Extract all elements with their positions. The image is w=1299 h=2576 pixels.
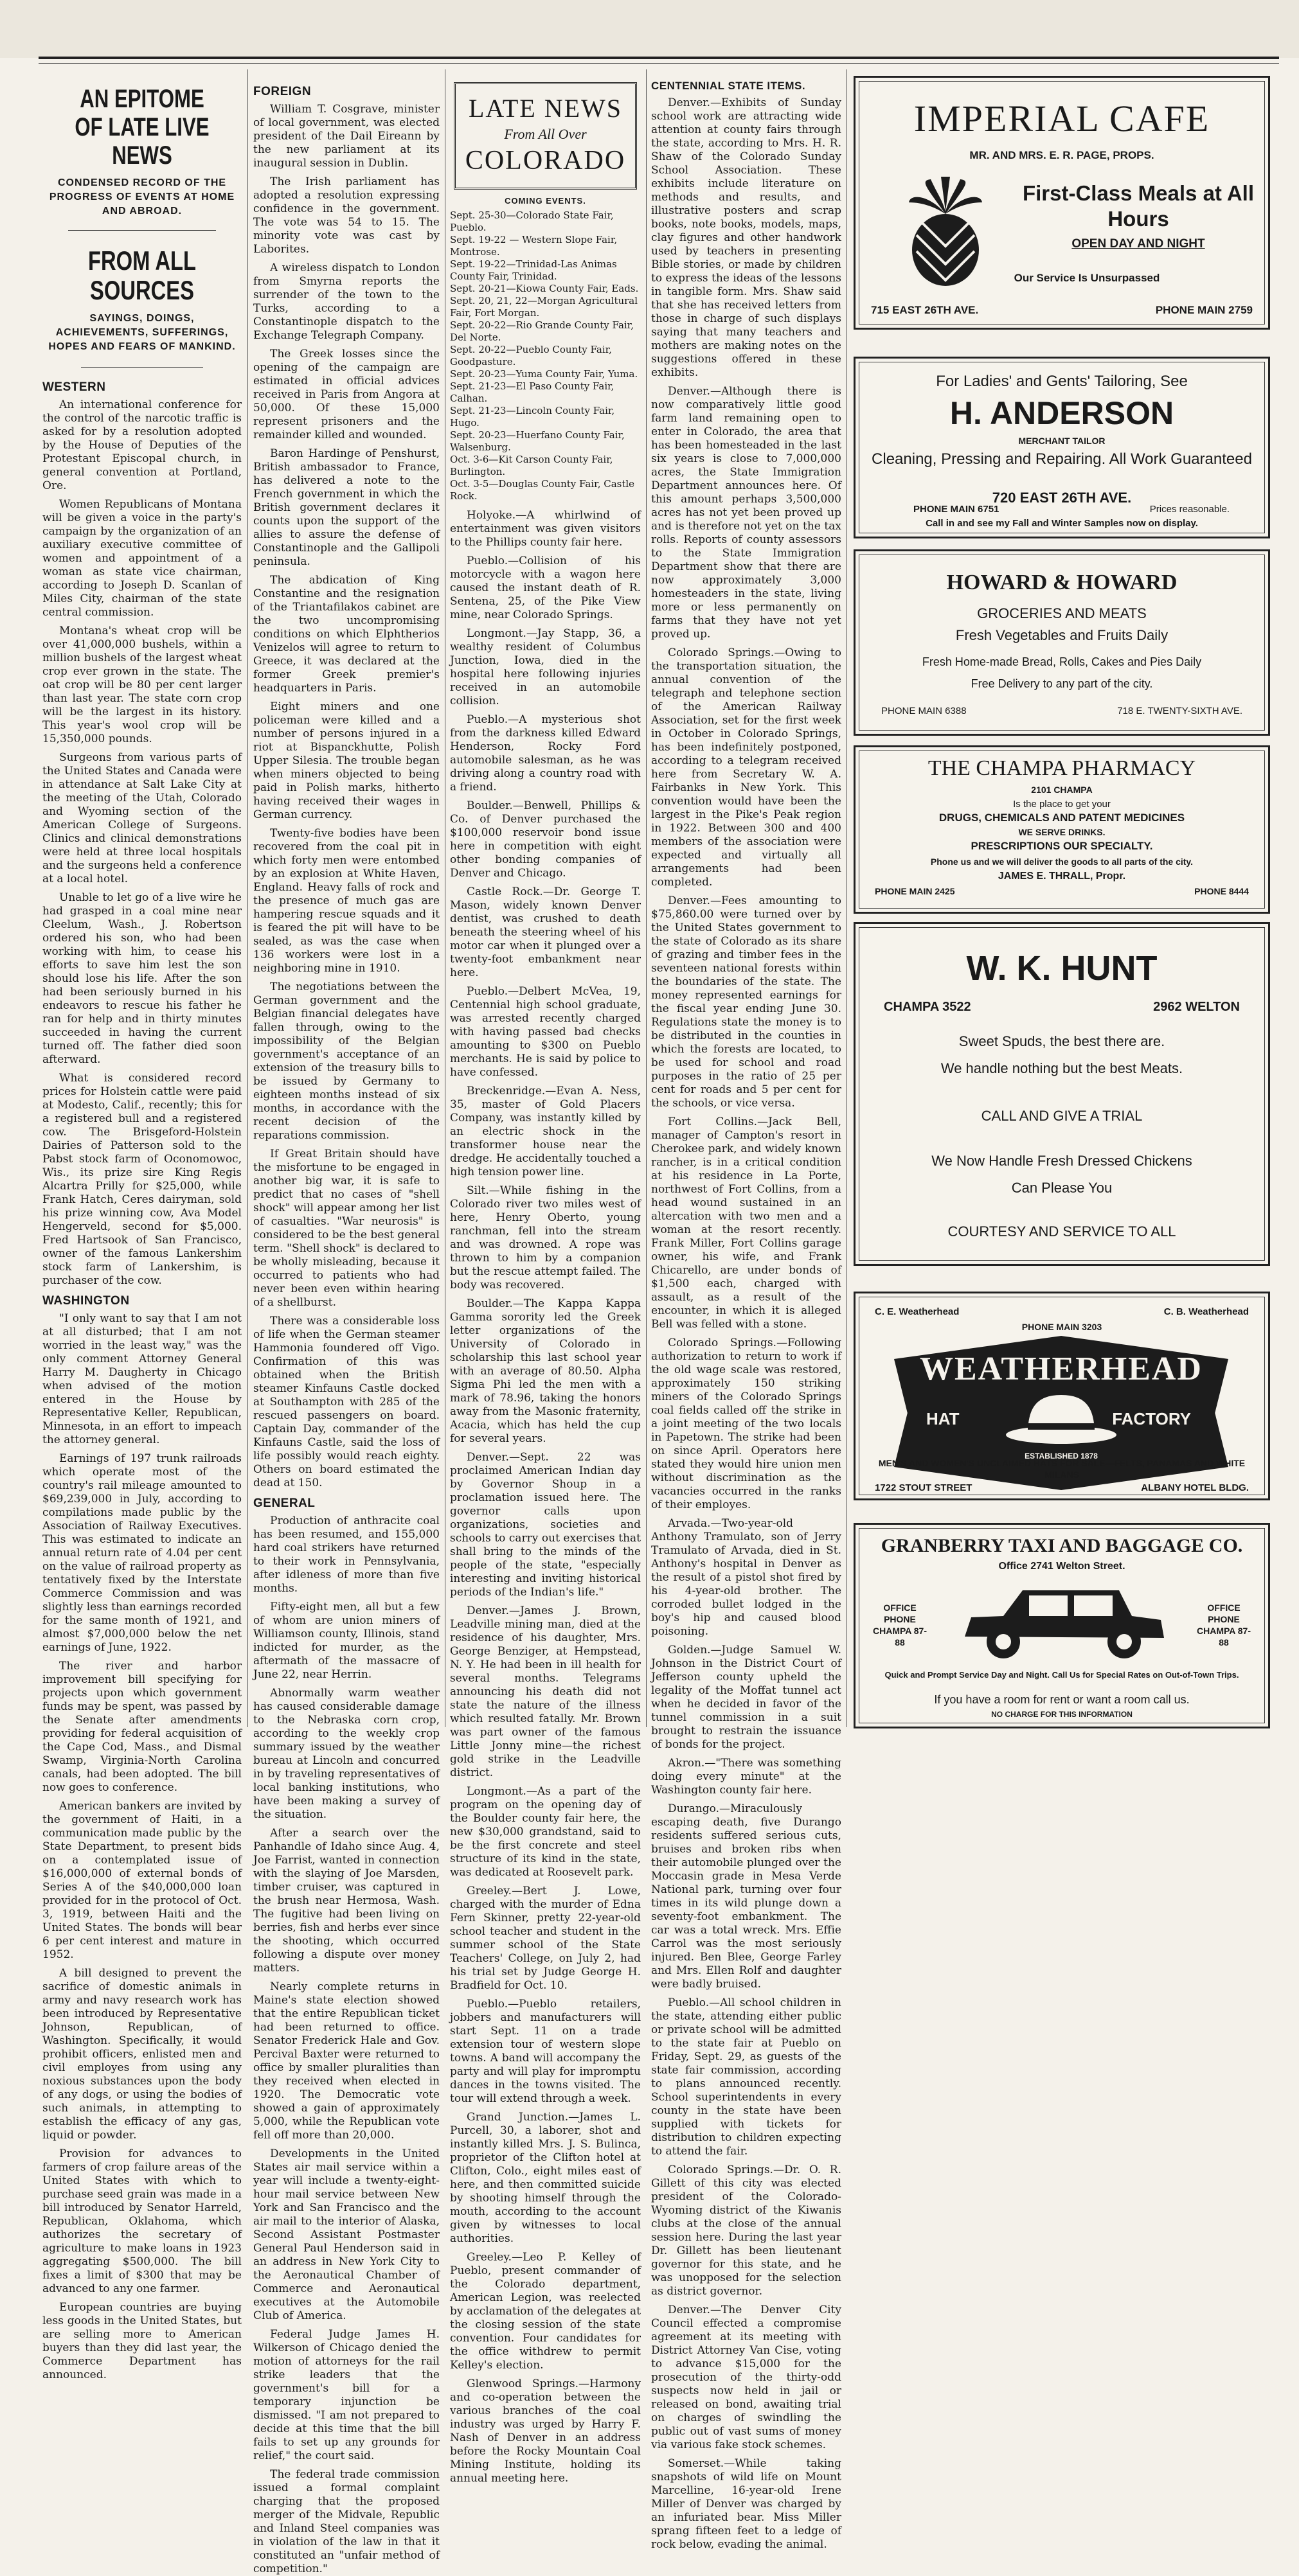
champa-line4: PRESCRIPTIONS OUR SPECIALTY. bbox=[971, 840, 1153, 852]
howard-line3: Fresh Home-made Bread, Rolls, Cakes and Pies Daily bbox=[922, 655, 1202, 668]
granberry-office: Office 2741 Welton Street. bbox=[998, 1561, 1125, 1572]
champa-line2: DRUGS, CHEMICALS AND PATENT MEDICINES bbox=[938, 812, 1185, 824]
granberry-rightphone: OFFICE PHONE CHAMPA 87-88 bbox=[1196, 1603, 1251, 1648]
weatherhead-address: 1722 STOUT STREET bbox=[875, 1482, 972, 1493]
hunt-line3: CALL AND GIVE A TRIAL bbox=[981, 1108, 1143, 1124]
article: Longmont.—Jay Stapp, 36, a wealthy resident of Columbus Junction, Iowa, died in the hospital here following injuries received in an automobile collision. bbox=[450, 627, 641, 707]
article: Arvada.—Two-year-old Anthony Tramulato, son of Jerry Tramulato of Arvada, died in St. Anthony's hospital in Denver as the result of a pistol shot fired by his 4-year-old brother. The corroded bullet lodged in the boy's hip and caused blood poisoning. bbox=[651, 1517, 841, 1638]
weatherhead-est: ESTABLISHED 1878 bbox=[1025, 1452, 1098, 1461]
late-news-colorado: COLORADO bbox=[465, 146, 626, 175]
article: After a search over the Panhandle of Idaho since Aug. 4, Joe Farrist, wanted in connection with the slaying of Joe Marsden, timber cruiser, was captured in the brush near Hermosa, Wash. The fugitive had been living on berries, fish and herbs ever since the shooting, which occurred following a dispute over money matters. bbox=[253, 1827, 440, 1975]
page-top-margin bbox=[0, 0, 1299, 58]
event-item: Oct. 3-6—Kit Carson County Fair, Burlington. bbox=[450, 454, 613, 477]
column-epitome bbox=[42, 72, 242, 2381]
centennial-title: CENTENNIAL STATE ITEMS. bbox=[651, 80, 806, 92]
article: Akron.—"There was something doing every minute" at the Washington county fair here. bbox=[651, 1757, 841, 1797]
hunt-line5: Can Please You bbox=[1011, 1180, 1113, 1196]
event-item: Sept. 20, 21, 22—Morgan Agricultural Fair, Fort Morgan. bbox=[450, 295, 638, 319]
howard-line4: Free Delivery to any part of the city. bbox=[971, 677, 1153, 690]
champa-address: 2101 CHAMPA bbox=[1031, 785, 1093, 795]
divider bbox=[68, 230, 216, 231]
imperial-open: OPEN DAY AND NIGHT bbox=[1071, 237, 1205, 251]
hunt-line1: Sweet Spuds, the best there are. bbox=[958, 1033, 1165, 1049]
headline-from-all-sources: FROM ALL SOURCES bbox=[87, 245, 197, 305]
article: Women Republicans of Montana will be given a voice in the party's campaign by the organization of an auxiliary executive committee of women and appointment of a woman as state vice chairman, according to Joseph D. Scanlan of Miles City, chairman of the state central commission. bbox=[42, 498, 242, 619]
divider bbox=[81, 367, 203, 368]
article: Denver.—Fees amounting to $75,860.00 were turned over by the United States government to the state of Colorado as its share of grazing and timber fees in the seventeen national forests within the boundaries of the state. The money represented earnings for the fiscal year ending June 30. Regulations state the money is to be distributed in the counties in which the forests are located, to be used for school and road purposes in the ratio of 25 per cent for roads and 5 per cent for the schools, or vice versa. bbox=[651, 894, 841, 1110]
ad-imperial-cafe bbox=[854, 76, 1270, 330]
howard-name: HOWARD & HOWARD bbox=[946, 571, 1178, 594]
article: Breckenridge.—Evan A. Ness, 35, master of Gold Placers Company, was instantly killed by an electric shock in the transformer house near the dredge. He accidentally touched a high tension power line. bbox=[450, 1085, 641, 1178]
article: The abdication of King Constantine and the resignation of the Triantafilakos cabinet are the two uncompromising conditions on which Elphtherios Venizelos will agree to return to Greece, it was declared at the former Greek premier's headquarters in Paris. bbox=[253, 574, 440, 695]
event-item: Sept. 19-22—Trinidad-Las Animas County Fair, Trinidad. bbox=[450, 258, 617, 282]
anderson-title: MERCHANT TAILOR bbox=[1018, 436, 1106, 446]
article: A bill designed to prevent the sacrifice of domestic animals in army and navy research work has been introduced by Representative Johnson, Republican, of Washington. Specifically, it would prohibit officers, enlisted men and civil employes from using any noxious substances upon the body of any dogs, or using the bodies of such animals, in attempting to establish the efficacy of any gas, liquid or powder. bbox=[42, 1967, 242, 2142]
champa-line3: WE SERVE DRINKS. bbox=[1018, 827, 1106, 837]
weatherhead-hat: HAT bbox=[926, 1409, 960, 1428]
granberry-line2: If you have a room for rent or want a room call us. bbox=[934, 1693, 1190, 1706]
article: The river and harbor improvement bill specifying for projects upon which government funds may be spent, was passed by the Senate after amendments providing for federal acquisition of the Cape Cod, Mass., and Dismal Swamp, Virginia-North Carolina canals, had been adopted. The bill now goes to conference. bbox=[42, 1660, 242, 1794]
weatherhead-right: C. B. Weatherhead bbox=[1163, 1306, 1249, 1317]
article: Boulder.—Benwell, Phillips & Co. of Denver purchased the $100,000 reservoir bond issue here in competition with eight other bonding companies of Denver and Chicago. bbox=[450, 799, 641, 880]
section-general: GENERAL bbox=[253, 1497, 316, 1510]
top-rule bbox=[39, 57, 1279, 59]
granberry-line1: Quick and Prompt Service Day and Night. Call Us for Special Rates on Out-of-Town Trips. bbox=[884, 1670, 1239, 1680]
article: The federal trade commission issued a formal complaint charging that the proposed merger of the Midvale, Republic and Inland Steel companies was in violation of the law in that it constituted an "unfair method of competition." bbox=[253, 2468, 440, 2575]
article: Earnings of 197 trunk railroads which operate most of the country's rail mileage amounted to $69,239,000 in July, according to compilations made public by the Association of Railway Executives. This was estimated to indicate an annual return rate of 4.04 per cent on the value of railroad property as tentatively fixed by the Interstate Commerce Commission and was slightly less than earnings recorded for the same month of 1921, and almost $7,000,000 below the net earnings of June, 1922. bbox=[42, 1452, 242, 1654]
hunt-right: 2962 WELTON bbox=[1153, 1000, 1240, 1014]
howard-phone: PHONE MAIN 6388 bbox=[881, 706, 967, 716]
ad-wk-hunt bbox=[854, 922, 1270, 1266]
hunt-name: W. K. HUNT bbox=[966, 949, 1158, 988]
event-item: Sept. 25-30—Colorado State Fair, Pueblo. bbox=[450, 209, 614, 233]
article: Pueblo.—All school children in the state, attending either public or private school will be admitted to the state fair at Pueblo on Friday, Sept. 29, as guests of the state fair commission, according to plans announced recently. School superintendents in every county in the state have been supplied with tickets for distribution to children expecting to attend the fair. bbox=[651, 1996, 841, 2158]
article: Boulder.—The Kappa Kappa Gamma sorority led the Greek letter organizations of the University of Colorado in scholarship this last school year with an average of 80.50. Alpha Sigma Phi led the men with a mark of 78.96, taking the honors away from the Masonic fraternity, Acacia, which has held the cup for several years. bbox=[450, 1297, 641, 1445]
article: Denver.—The Denver City Council effected a compromise agreement at its meeting with District Attorney Van Cise, voting to advance $15,000 for the prosecution of the thirty-odd suspects now held in jail or released on bond, awaiting trial on charges of swindling the public out of vast sums of money via various fake stock schemes. bbox=[651, 2304, 841, 2451]
article: "I only want to say that I am not at all disturbed; that I am not worried in the least way," was the only comment Attorney General Harry M. Daugherty in Chicago when advised of the motion entered in the House by Representative Keller, Republican, Minnesota, in an effort to impeach the attorney general. bbox=[42, 1312, 242, 1446]
article: Denver.—Although there is now comparatively little good farm land remaining open to enter in Colorado, the area that has been homesteaded in the last six years is close to 7,000,000 acres, the State Immigration Department announces here. Of this amount perhaps 3,500,000 acres has not yet been proved up and is therefore not yet on the tax rolls. Reports of county assessors to the State Immigration Department show that there are now approximately 3,000 homesteaders in the state, living more or less permanently on farms that they have not yet proved up. bbox=[651, 385, 841, 641]
article: Longmont.—As a part of the program on the opening day of the Boulder county fair here, the new $30,000 grandstand, said to be the first concrete and steel structure of its kind in the state, was dedicated at Roosevelt park. bbox=[450, 1785, 641, 1879]
event-item: Sept. 21-23—Lincoln County Fair, Hugo. bbox=[450, 405, 615, 429]
event-item: Sept. 20-23—Yuma County Fair, Yuma. bbox=[450, 368, 638, 380]
ad-h-anderson bbox=[854, 357, 1270, 538]
taxi-car-icon bbox=[952, 1579, 1170, 1662]
article: Greeley.—Leo P. Kelley of Pueblo, present commander of the Colorado department, American Legion, was reelected by acclamation of the delegates at the closing session of the state convention. Four candidates for the office withdrew to permit Kelley's election. bbox=[450, 2251, 641, 2372]
imperial-phone: PHONE MAIN 2759 bbox=[1155, 304, 1253, 316]
late-news-from: From All Over bbox=[504, 126, 587, 142]
article: Durango.—Miraculously escaping death, five Durango residents suffered serious cuts, bruises and broken ribs when their automobile plunged over the Moccasin grade in Mesa Verde National park, turning over four times in its wild plunge down a seventy-foot embankment. The car was a total wreck. Mrs. Effie Carrol was the most seriously injured. Ben Blee, George Farley and Mrs. Ellen Rolf and daughter were badly bruised. bbox=[651, 1802, 841, 1991]
imperial-meals: First-Class Meals at All Hours bbox=[1022, 181, 1255, 231]
article: Fort Collins.—Jack Bell, manager of Campton's resort in Cherokee park, and widely known rancher, is in a critical condition at his residence in La Porte, northwest of Fort Collins, from a head wound sustained in an altercation with two men and a woman at the resort recently. Frank Miller, Fort Collins garage owner, his wife, and Frank Chicarello, are under bonds of $1,500 each, charged with assault, as a result of the encounter, in which it is alleged Bell was felled with a stone. bbox=[651, 1115, 841, 1331]
column-separator bbox=[247, 69, 248, 1727]
article: Pueblo.—Collision of his motorcycle with a wagon here caused the instant death of R. Sentena, 25, of the Pike View mine, near Colorado Springs. bbox=[450, 555, 641, 621]
weatherhead-line1: MEN'S AND WOMEN'S UNCLAIMED HATS FOR SALE—FELTS, PANAMAS AND WHITE MILANS bbox=[878, 1458, 1246, 1480]
article: Colorado Springs.—Following authorization to return to work if the old wage scale was restored, approximately 150 striking miners of the Colorado Springs coal fields called off the strike in a joint meeting of the two locals in Papetown. The strike had been on since April. Operators here stated they would hire union men without discrimination as the vacancies occurred in the ranks of their employes. bbox=[651, 1337, 841, 1511]
article: Pueblo.—Delbert McVea, 19, Centennial high school graduate, was arrested recently charged with having passed bad checks amounting to $300 on Pueblo merchants. He is said by police to have confessed. bbox=[450, 985, 641, 1079]
article: The Greek losses since the opening of the campaign are estimated in official advices received in Paris from Angora at 50,000. Of these 15,000 represent prisoners and the remainder killed and wounded. bbox=[253, 348, 440, 441]
top-rule-thin bbox=[39, 63, 1279, 64]
ad-weatherhead bbox=[854, 1292, 1270, 1500]
late-news-box bbox=[454, 82, 637, 190]
ad-howard-howard bbox=[854, 549, 1270, 736]
article: The Irish parliament has adopted a resolution expressing confidence in the government. The vote was 54 to 15. The minority vote was cast by Laborites. bbox=[253, 175, 440, 256]
section-washington: WASHINGTON bbox=[42, 1294, 130, 1308]
imperial-address: 715 EAST 26TH AVE. bbox=[871, 304, 979, 316]
champa-name: THE CHAMPA PHARMACY bbox=[927, 756, 1196, 780]
imperial-service: Our Service Is Unsurpassed bbox=[1014, 272, 1160, 284]
hunt-line6: COURTESY AND SERVICE TO ALL bbox=[947, 1223, 1176, 1239]
event-item: Sept. 20-22—Rio Grande County Fair, Del Norte. bbox=[450, 319, 634, 343]
article: Federal Judge James H. Wilkerson of Chicago denied the motion of attorneys for the rail strike leaders that the government's bill for a temporary injunction be dismissed. "I am not prepared to decide at this time that the bill fails to set up any grounds for relief," the court said. bbox=[253, 2328, 440, 2462]
weatherhead-left: C. E. Weatherhead bbox=[875, 1306, 960, 1317]
column-late-news-colorado bbox=[450, 72, 641, 2485]
weatherhead-banner: WEATHERHEAD bbox=[920, 1351, 1203, 1387]
article: Glenwood Springs.—Harmony and co-operation between the various branches of the coal industry was urged by Harry F. Nash of Denver in an address before the Rocky Mountain Coal Mining Institute, holding its annual meeting here. bbox=[450, 2377, 641, 2485]
article: Grand Junction.—James L. Purcell, 30, a laborer, shot and instantly killed Mrs. J. S. Bulinca, proprietor of the Clifton hotel at Clifton, Colo., eight miles east of here, and then committed suicide by shooting himself through the mouth, according to the account given by witnesses to local authorities. bbox=[450, 2111, 641, 2245]
event-item: Sept. 20-22—Pueblo County Fair, Goodpasture. bbox=[450, 344, 612, 368]
champa-prop: JAMES E. THRALL, Propr. bbox=[998, 871, 1126, 882]
champa-line5: Phone us and we will deliver the goods to all parts of the city. bbox=[930, 857, 1194, 867]
weatherhead-factory: FACTORY bbox=[1112, 1409, 1191, 1428]
section-foreign: FOREIGN bbox=[253, 85, 312, 98]
article: William T. Cosgrave, minister of local government, was elected president of the Dail Eireann by the new parliament at its inaugural session in Dublin. bbox=[253, 103, 440, 170]
article: European countries are buying less goods in the United States, but are selling more to American buyers than they did last year, the Commerce Department has announced. bbox=[42, 2301, 242, 2381]
anderson-name: H. ANDERSON bbox=[949, 395, 1174, 431]
article: Baron Hardinge of Penshurst, British ambassador to France, has delivered a note to the French government in which the British government declares it counts upon the support of the allies to assure the defense of Constantinople and the Gallipoli peninsula. bbox=[253, 447, 440, 568]
event-item: Sept. 19-22 — Western Slope Fair, Montrose. bbox=[450, 234, 618, 258]
anderson-phone: PHONE MAIN 6751 bbox=[913, 504, 999, 515]
column-centennial bbox=[651, 72, 841, 2551]
article: What is considered record prices for Holstein cattle were paid at Modesto, Calif., recently; this for a registered bull and a registered cow. The Brisgeford-Holstein Dairies of Patterson sold to the Pabst stock farm of Oconomowoc, Wis., its prize sire King Regis Alcartra Prilly for $25,000, while Frank Hatch, Ceres dairyman, sold his prize winning cow, Ava Model Hengerveld, second for $5,000. Fred Hartsook of San Francisco, owner of the famous Lankershim stock farm of Lankershim, is purchaser of the cow. bbox=[42, 1072, 242, 1287]
column-separator bbox=[846, 69, 847, 1727]
article: Denver.—James J. Brown, Leadville mining man, died at the residence of his daughter, Mrs. George Benziger, at Hempstead, N. Y. He had been in ill health for several months. Telegrams announcing his death did not state the nature of the illness which resulted fatally. Mr. Brown was part owner of the famous Little Jonny mine—the richest gold strike in the Leadville district. bbox=[450, 1604, 641, 1779]
howard-line1: GROCERIES AND MEATS bbox=[977, 605, 1147, 621]
anderson-prices: Prices reasonable. bbox=[1149, 504, 1230, 515]
ad-champa-pharmacy bbox=[854, 745, 1270, 914]
granberry-line3: NO CHARGE FOR THIS INFORMATION bbox=[991, 1710, 1133, 1719]
imperial-name: IMPERIAL CAFE bbox=[913, 98, 1210, 139]
article: Colorado Springs.—Owing to the transportation situation, the annual convention of the telegraph and telephone section of the American Railway Association, set for the first week in October in Colorado Springs, has been indefinitely postponed, according to a telegram received here from Secretary W. A. Fairbanks in New York. This convention would have been the largest in the Pike's Peak region in 1922. Between 300 and 400 members of the association were expected and virtually all arrangements had been completed. bbox=[651, 646, 841, 889]
article: Pueblo.—Pueblo retailers, jobbers and manufacturers will start Sept. 11 on a trade extension tour of western slope towns. A band will accompany the party and will play for impromptu dances in the towns visited. The tour will extend through a week. bbox=[450, 1998, 641, 2105]
article: Provision for advances to farmers of crop failure areas of the United States with which to purchase seed grain was made in a bill introduced by Senator Harreld, Republican, Oklahoma, which authorizes the secretary of agriculture to make loans in 1923 aggregating $500,000. The bill fixes a limit of $300 that may be advanced to any one farmer. bbox=[42, 2147, 242, 2295]
article: American bankers are invited by the government of Haiti, in a communication made public by the State Department, to present bids on a contemplated issue of $16,000,000 of external bonds of Series A of the $40,000,000 loan provided for in the protocol of Oct. 3, 1919, between Haiti and the United States. The bonds will bear 6 per cent interest and mature in 1952. bbox=[42, 1800, 242, 1961]
subhead-condensed: CONDENSED RECORD OF THE PROGRESS OF EVENTS AT HOME AND ABROAD. bbox=[49, 177, 235, 217]
event-item: Sept. 20-23—Huerfano County Fair, Walsenburg. bbox=[450, 429, 625, 453]
howard-line2: Fresh Vegetables and Fruits Daily bbox=[955, 627, 1169, 643]
article: Eight miners and one policeman were killed and a number of persons injured in a riot at Bispanckhutte, Polish Upper Silesia. The trouble began when miners objected to being paid in Polish marks, hitherto having received their wages in German currency. bbox=[253, 700, 440, 821]
late-news-title: LATE NEWS bbox=[468, 94, 623, 123]
article: A wireless dispatch to London from Smyrna reports the surrender of the town to the Turks, according to a Constantinople dispatch to the Exchange Telegraph Company. bbox=[253, 262, 440, 342]
article: Castle Rock.—Dr. George T. Mason, widely known Denver dentist, was crushed to death beneath the steering wheel of his motor car when it plunged over a twenty-foot embankment near here. bbox=[450, 885, 641, 979]
article: Greeley.—Bert J. Lowe, charged with the murder of Edna Fern Skinner, pretty 22-year-old school teacher and student in the summer school of the State Teachers' College, on July 2, had his trial set by Judge George H. Bradfield for Oct. 10. bbox=[450, 1885, 641, 1992]
hat-icon bbox=[1003, 1390, 1119, 1448]
column-foreign-general bbox=[253, 72, 440, 2575]
article: If Great Britain should have the misfortune to be engaged in another big war, it is safe to predict that no cases of "shell shock" will appear among her list of casualties. "War neurosis" is considered to be the best general term. "Shell shock" is declared to be wholly misleading, because it occurred to patients who had never been even within hearing of a shellburst. bbox=[253, 1148, 440, 1309]
article: Denver.—Sept. 22 was proclaimed American Indian day by Governor Shoup in a proclamation issued here. The governor calls upon organizations, societies and schools to carry out exercises that shall bring to the minds of the people of the state, "especially interesting and inviting historical periods of the Indian's life." bbox=[450, 1451, 641, 1599]
coming-events-title: COMING EVENTS. bbox=[505, 196, 586, 206]
event-item: Sept. 21-23—El Paso County Fair, Calhan. bbox=[450, 380, 614, 404]
article: Production of anthracite coal has been resumed, and 155,000 hard coal strikers have returned to their work in Pennsylvania, after idleness of more than five months. bbox=[253, 1515, 440, 1595]
article: Twenty-five bodies have been recovered from the coal pit in which forty men were entombed by an explosion at White Haven, England. Heavy falls of rock and the presence of much gas are hampering rescue squads and it is feared the pit will have to be sealed, as was the case when 136 workers were lost in a neighboring mine in 1910. bbox=[253, 827, 440, 975]
article: Montana's wheat crop will be over 41,000,000 bushels, within a million bushels of the largest wheat crop ever grown in the state. The oat crop will be 80 per cent larger than last year. The state corn crop will be the largest in its history. This year's wool crop will be 15,350,000 pounds. bbox=[42, 625, 242, 745]
pineapple-icon bbox=[891, 174, 1000, 287]
champa-line1: Is the place to get your bbox=[1013, 799, 1111, 810]
article: Surgeons from various parts of the United States and Canada were in attendance at Salt Lake City at the meeting of the Utah, Colorado and Wyoming section of the American College of Surgeons. Clinics and clinical demonstrations were held at three local hospitals and the surgeons held a conference at a local hotel. bbox=[42, 751, 242, 885]
granberry-leftphone: OFFICE PHONE CHAMPA 87-88 bbox=[872, 1603, 927, 1648]
article: Silt.—While fishing in the Colorado river two miles west of here, Henry Oberto, young ranchman, fell into the stream and was drowned. A rope was thrown to him by a companion but the rescue attempt failed. The body was recovered. bbox=[450, 1184, 641, 1292]
article: The negotiations between the German government and the Belgian financial delegates have fallen through, owing to the impossibility of the Belgian government's acceptance of an extension of the treasury bills to be issued by Germany to eighteen months instead of six months, in accordance with the recent decision of the reparations commission. bbox=[253, 981, 440, 1142]
hunt-line2: We handle nothing but the best Meats. bbox=[940, 1060, 1183, 1076]
column-separator bbox=[646, 69, 647, 1727]
article: Colorado Springs.—Dr. O. R. Gillett of this city was elected president of the Colorado-Wyoming district of the Kiwanis clubs at the close of the annual session here. During the last year Dr. Gillett has been lieutenant governor for this state, and he was unopposed for the selection as district governor. bbox=[651, 2163, 841, 2298]
article: Somerset.—While taking snapshots of wild life on Mount Marcelline, 16-year-old Irene Miller of Denver was charged by an infuriated bear. Miss Miller sprang fifteen feet to a ledge of rock below, evading the animal. bbox=[651, 2457, 841, 2551]
anderson-line1: For Ladies' and Gents' Tailoring, See bbox=[936, 373, 1188, 390]
article: Pueblo.—A mysterious shot from the darkness killed Edward Henderson, Rocky Ford automobile salesman, as he was driving along a country road with a friend. bbox=[450, 713, 641, 794]
hunt-left: CHAMPA 3522 bbox=[884, 1000, 971, 1014]
article: Golden.—Judge Samuel W. Johnson in the District Court of Jefferson county upheld the legality of the Moffat tunnel act when he decided in favor of the tunnel commission in a suit brought to restrain the issuance of bonds for the project. bbox=[651, 1644, 841, 1751]
anderson-address: 720 EAST 26TH AVE. bbox=[992, 490, 1132, 506]
champa-phone1: PHONE MAIN 2425 bbox=[875, 886, 955, 896]
champa-phone2: PHONE 8444 bbox=[1194, 886, 1249, 896]
hunt-line4: We Now Handle Fresh Dressed Chickens bbox=[931, 1153, 1192, 1169]
ad-granberry-taxi bbox=[854, 1523, 1270, 1728]
event-item: Sept. 20-21—Kiowa County Fair, Eads. bbox=[450, 283, 639, 294]
weatherhead-phone: PHONE MAIN 3203 bbox=[1021, 1322, 1102, 1332]
article: Holyoke.—A whirlwind of entertainment was given visitors to the Phillips county fair here. bbox=[450, 509, 641, 549]
imperial-props: MR. AND MRS. E. R. PAGE, PROPS. bbox=[969, 149, 1154, 161]
anderson-line3: Call in and see my Fall and Winter Samples now on display. bbox=[926, 518, 1198, 529]
granberry-name: GRANBERRY TAXI AND BAGGAGE CO. bbox=[881, 1535, 1243, 1556]
article: An international conference for the control of the narcotic traffic is asked for by a resolution adopted by the House of Deputies of the Protestant Episcopal church, in general convention at Portland, Ore. bbox=[42, 398, 242, 492]
weatherhead-bldg: ALBANY HOTEL BLDG. bbox=[1141, 1482, 1249, 1493]
anderson-line2: Cleaning, Pressing and Repairing. All Work Guaranteed bbox=[872, 450, 1252, 468]
article: Developments in the United States air mail service within a year will include a twenty-eight-hour mail service between New York and San Francisco and the air mail to the interior of Alaska, Second Assistant Postmaster General Paul Henderson said in an address in New York City to the Aeronautical Chamber of Commerce and Aeronautical executives at the Automobile Club of America. bbox=[253, 2147, 440, 2322]
article: Nearly complete returns in Maine's state election showed that the entire Republican ticket had been returned to office. Senator Frederick Hale and Gov. Percival Baxter were returned to office by smaller pluralities than they received when elected in 1920. The Democratic vote showed a gain of approximately 5,000, while the Republican vote fell off more than 20,000. bbox=[253, 1980, 440, 2142]
article: There was a considerable loss of life when the German steamer Hammonia foundered off Vigo. Confirmation of this was obtained when the British steamer Kinfauns Castle docked at Southampton with 285 of the rescued passengers on board. Captain Day, commander of the Kinfauns Castle, said the loss of life possibly would reach eighty. Others on board estimated the dead at 150. bbox=[253, 1315, 440, 1489]
event-item: Oct. 3-5—Douglas County Fair, Castle Rock. bbox=[450, 478, 635, 502]
subhead-sayings: SAYINGS, DOINGS, ACHIEVEMENTS, SUFFERINGS, HOPES AND FEARS OF MANKIND. bbox=[48, 313, 236, 352]
article: Fifty-eight men, all but a few of whom are union miners of Williamson county, Illinois, stand indicted for murder, as the aftermath of the massacre of June 22, near Herrin. bbox=[253, 1601, 440, 1681]
article: Abnormally warm weather has caused considerable damage to the Nebraska corn crop, according to the weekly crop summary issued by the weather bureau at Lincoln and concurred in by traveling representatives of local banking institutions, who have been making a survey of the situation. bbox=[253, 1687, 440, 1821]
headline-epitome: AN EPITOME OF LATE LIVE NEWS bbox=[75, 85, 210, 170]
howard-address: 718 E. TWENTY-SIXTH AVE. bbox=[1117, 706, 1242, 716]
article: Denver.—Exhibits of Sunday school work are attracting wide attention at county fairs through the state, according to Mrs. H. R. Shaw of the Colorado Sunday School Association. These exhibits include literature on methods and results, and illustrative posters and scrap books, note books, models, maps, clay figures and other handwork used by teachers in presenting Bible stories, or made by children to express the ideas of the lessons in tangible form. Mrs. Shaw said that she has received letters from those in charge of such displays saying that many teachers and mothers are making notes on the suggestions offered in these exhibits. bbox=[651, 96, 841, 379]
article: Unable to let go of a live wire he had grasped in a coal mine near Cleelum, Wash., J. Robertson ordered his son, who had been working with him, to cease his efforts to save him lest the son should lose his life. After the son had been seriously burned in his endeavors to rescue his father he ran for help and in thirty minutes succeeded in having the current turned off. The father died soon afterward. bbox=[42, 891, 242, 1066]
section-western: WESTERN bbox=[42, 380, 106, 394]
